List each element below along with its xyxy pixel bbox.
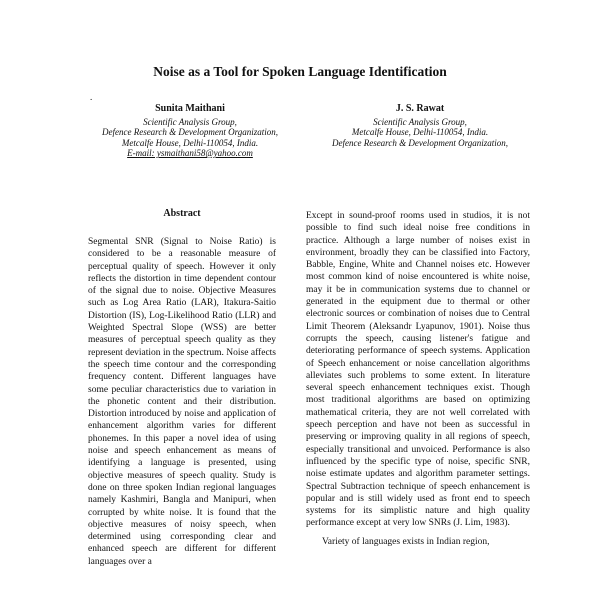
author-affiliation-line: Metcalfe House, Delhi-110054, India.: [121, 137, 259, 148]
abstract-heading: Abstract: [163, 208, 201, 219]
abstract-column: [88, 236, 276, 600]
abstract-paragraph: Segmental SNR (Signal to Noise Ratio) is considered to be a reasonable measure of perceptual quality of speech. However it only reflects the distortion in time dependent contour of the signal due to noise. Objective Measures such as Log Area Ratio (LAR), Itakura-Saitio Distortion (IS), Log-Likelihood Ratio (LLR) and Weighted Spectral Slope (WSS) are better measures of perceptual speech quality as they represent deviation in the spectrum. Noise affects the speech time contour and the corresponding frequency content. Different languages have some peculiar characteristics due to variation in the phonetic content and their distribution. Distortion introduced by noise and application of enhancement algorithm varies for different phonemes. In this paper a novel idea of using noise and speech enhancement as means of identifying a language is presented, using objective measures of speech quality. Study is done on three spoken Indian regional languages namely Kashmiri, Bangla and Manipuri, when corrupted by white noise. It is found that the objective measures of noisy speech, when determined using corresponding clear and enhanced speech are different for different languages over a: [88, 237, 276, 567]
stray-dot: .: [90, 92, 93, 102]
author-affiliation-line: Defence Research & Development Organization,: [331, 137, 509, 148]
body-paragraph: Except in sound-proof rooms used in studios, it is not possible to find such ideal noise free conditions in practice. Although a large number of noises exist in environment, broadly they can be classified into Factory, Babble, Engine, White and Channel noises etc. However most common kind of noise encountered is white noise, may it be in communication systems due to channel or generated in the equipment due to thermal or other electronic sources or combination of noises due to Central Limit Theorem (Aleksandr Lyapunov, 1901). Noise thus corrupts the speech, causing listener's fatigue and deteriorating performance of speech systems. Application of Speech enhancement or noise cancellation algorithms alleviates such problems to some extent. In literature several speech enhancement techniques exist. Though most traditional algorithms are based on optimizing mathematical criteria, they are not well correlated with speech perception and have not been as successful in preserving or improving quality in all regions of speech, especially transitional and unvoiced. Performance is also influenced by the specific type of noise, specific SNR, noise estimate updates and algorithm parameter settings. Spectral Subtraction technique of speech enhancement is popular and is still widely used as front end to speech systems for its simplistic nature and high quality performance except at very low SNRs (J. Lim, 1983).: [306, 211, 530, 529]
author-name: Sunita Maithani: [155, 103, 225, 114]
body-paragraph: Variety of languages exists in Indian region,: [322, 536, 490, 547]
author-affiliation-line: Metcalfe House, Delhi-110054, India.: [351, 127, 489, 137]
author-affiliation-line: Defence Research & Development Organization,: [101, 127, 279, 137]
right-column: [306, 210, 530, 600]
author-name: J. S. Rawat: [395, 103, 445, 114]
author-affiliation-line: Scientific Analysis Group,: [143, 116, 237, 127]
author-email-link[interactable]: E-mail: ysmaithani58@yahoo.com: [127, 148, 253, 158]
author-affiliation-line: Scientific Analysis Group,: [373, 116, 467, 127]
author-block-1: [70, 104, 310, 159]
author-block-2: [300, 104, 540, 148]
paper-title: Noise as a Tool for Spoken Language Identification: [153, 64, 447, 79]
